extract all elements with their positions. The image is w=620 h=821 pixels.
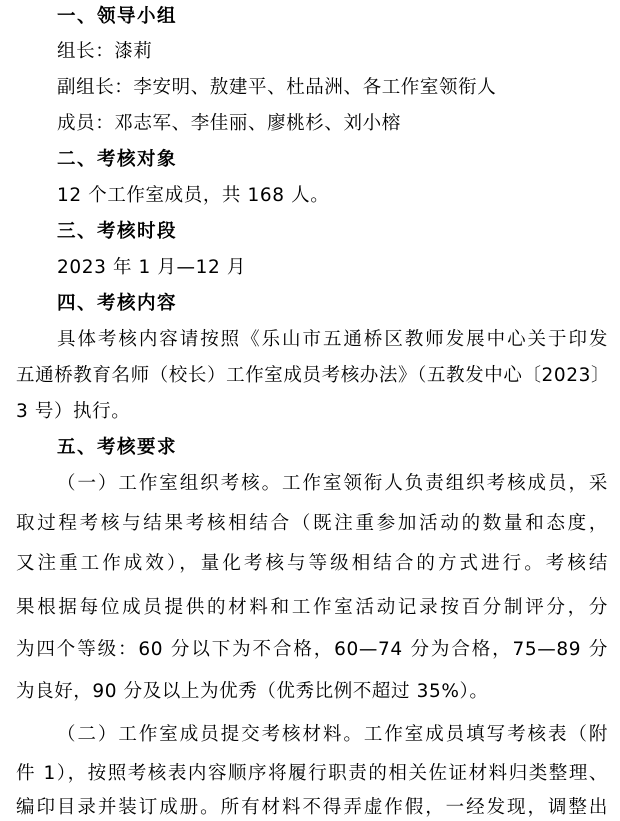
content-line-2: 五通桥教育名师（校长）工作室成员考核办法》（五教发中心〔2023〕	[16, 365, 611, 386]
members-line: 成员：邓志军、李佳丽、廖桃杉、刘小榕	[57, 113, 401, 134]
target-text: 12 个工作室成员，共 168 人。	[57, 185, 330, 206]
requirements-p1-line-6: 为良好，90 分及以上为优秀（优秀比例不超过 35%）。	[16, 681, 489, 702]
content-line-1: 具体考核内容请按照《乐山市五通桥区教师发展中心关于印发	[57, 329, 608, 350]
section-heading-period: 三、考核时段	[57, 221, 178, 242]
section-heading-requirements: 五、考核要求	[57, 437, 178, 458]
leader-line: 组长：漆莉	[57, 41, 153, 62]
requirements-p1-line-1: （一）工作室组织考核。工作室领衔人负责组织考核成员，采	[57, 473, 608, 494]
requirements-p1-line-3: 又注重工作成效），量化考核与等级相结合的方式进行。考核结	[16, 553, 608, 574]
requirements-p2-line-2: 件 1），按照考核表内容顺序将履行职责的相关佐证材料归类整理、	[16, 763, 608, 784]
requirements-p1-line-2: 取过程考核与结果考核相结合（既注重参加活动的数量和态度，	[16, 513, 608, 534]
requirements-p1-line-5: 为四个等级：60 分以下为不合格，60—74 分为合格，75—89 分	[16, 639, 608, 660]
requirements-p2-line-1: （二）工作室成员提交考核材料。工作室成员填写考核表（附	[57, 724, 608, 745]
period-text: 2023 年 1 月—12 月	[57, 257, 246, 278]
section-heading-content: 四、考核内容	[57, 293, 178, 314]
requirements-p2-line-3: 编印目录并装订成册。所有材料不得弄虚作假，一经发现，调整出	[16, 797, 608, 818]
content-line-3: 3 号）执行。	[16, 401, 131, 422]
section-heading-leadership: 一、领导小组	[57, 6, 178, 27]
section-heading-target: 二、考核对象	[57, 149, 178, 170]
deputies-line: 副组长：李安明、敖建平、杜品洲、各工作室领衔人	[57, 77, 497, 98]
requirements-p1-line-4: 果根据每位成员提供的材料和工作室活动记录按百分制评分，分	[16, 597, 608, 618]
